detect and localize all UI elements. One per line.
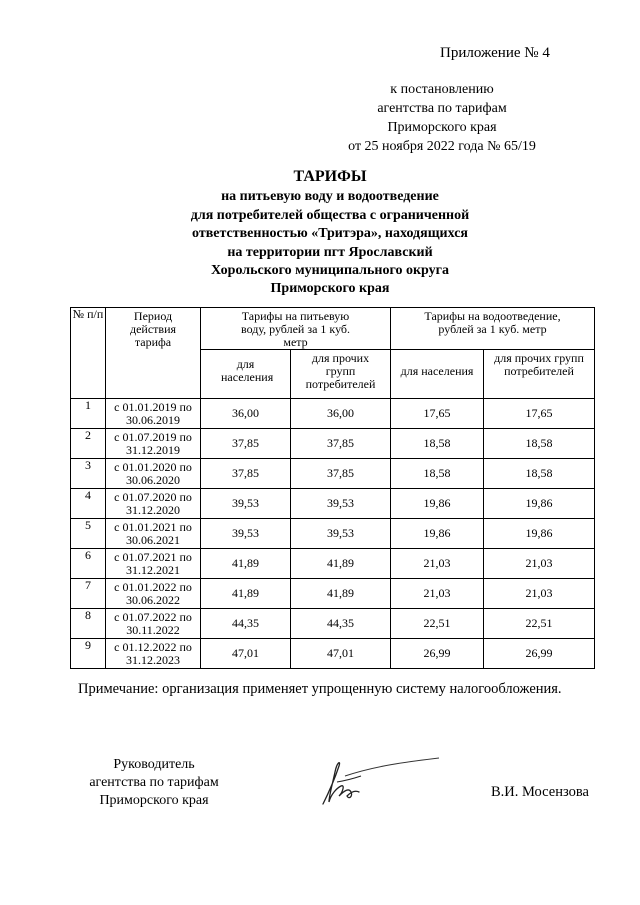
table-row <box>71 399 595 429</box>
sewage-other-value: 18,58 <box>484 459 595 489</box>
heading-line: ответственностью «Тритэра», находящихся <box>192 226 468 242</box>
sewage-population-value: 21,03 <box>391 549 484 579</box>
period-end: 30.11.2022 <box>126 622 180 637</box>
period-start: с 01.01.2021 по <box>114 519 192 534</box>
water-population-value: 37,85 <box>201 429 291 459</box>
row-period <box>106 579 201 609</box>
heading-line: на территории пгт Ярославский <box>227 244 433 260</box>
period-end: 31.12.2021 <box>126 562 180 577</box>
row-number: 7 <box>71 579 106 609</box>
row-number: 1 <box>71 399 106 429</box>
table-row <box>71 579 595 609</box>
signer-line: агентства по тарифам <box>89 775 219 790</box>
water-population-value: 47,01 <box>201 639 291 669</box>
sewage-population-value: 19,86 <box>391 489 484 519</box>
header-sewage: Тарифы на водоотведение, рублей за 1 куб. метр <box>391 308 595 350</box>
period-end: 30.06.2021 <box>126 532 180 547</box>
period-end: 31.12.2019 <box>126 442 180 457</box>
tariffs-table <box>70 307 595 669</box>
period-start: с 01.01.2020 по <box>114 459 192 474</box>
sewage-other-value: 21,03 <box>484 579 595 609</box>
sewage-population-value: 22,51 <box>391 609 484 639</box>
sewage-other-value: 26,99 <box>484 639 595 669</box>
heading-line: на питьевую воду и водоотведение <box>221 189 439 205</box>
period-start: с 01.12.2022 по <box>114 639 192 654</box>
water-population-value: 44,35 <box>201 609 291 639</box>
sewage-population-value: 18,58 <box>391 459 484 489</box>
period-start: с 01.07.2021 по <box>114 549 192 564</box>
heading-line: для потребителей общества с ограниченной <box>190 207 470 223</box>
sewage-other-value: 19,86 <box>484 489 595 519</box>
signer-name: В.И. Мосензова <box>491 784 589 800</box>
row-period <box>106 549 201 579</box>
sewage-other-value: 22,51 <box>484 609 595 639</box>
period-start: с 01.07.2019 по <box>114 429 192 444</box>
sewage-other-value: 21,03 <box>484 549 595 579</box>
sewage-population-value: 17,65 <box>391 399 484 429</box>
water-other-value: 39,53 <box>291 519 391 549</box>
sewage-population-value: 21,03 <box>391 579 484 609</box>
sewage-population-value: 18,58 <box>391 429 484 459</box>
appendix-ref-line: агентства по тарифам <box>377 101 507 116</box>
appendix-ref-line: к постановлению <box>390 82 494 97</box>
header-sewage-other: для прочих групп потребителей <box>484 350 595 399</box>
row-period <box>106 609 201 639</box>
table-row <box>71 609 595 639</box>
sewage-other-value: 18,58 <box>484 429 595 459</box>
row-period <box>106 399 201 429</box>
water-other-value: 39,53 <box>291 489 391 519</box>
signer-line: Приморского края <box>99 793 209 808</box>
appendix-title: Приложение № 4 <box>440 45 550 61</box>
row-period <box>106 519 201 549</box>
table-row <box>71 429 595 459</box>
sewage-other-value: 17,65 <box>484 399 595 429</box>
row-period <box>106 639 201 669</box>
document-heading <box>140 168 520 299</box>
row-period <box>106 489 201 519</box>
row-number: 6 <box>71 549 106 579</box>
period-start: с 01.01.2019 по <box>114 399 192 414</box>
period-end: 31.12.2023 <box>126 652 180 667</box>
heading-line: Приморского края <box>270 281 390 297</box>
water-population-value: 37,85 <box>201 459 291 489</box>
header-water-other: для прочих групп потребителей <box>291 350 391 399</box>
header-period: Период действия тарифа <box>106 308 201 399</box>
row-number: 5 <box>71 519 106 549</box>
period-end: 31.12.2020 <box>126 502 180 517</box>
note-text: Примечание: организация применяет упрощенную систему налогообложения. <box>78 681 562 697</box>
row-period <box>106 459 201 489</box>
water-population-value: 39,53 <box>201 519 291 549</box>
period-start: с 01.07.2022 по <box>114 609 192 624</box>
sewage-other-value: 19,86 <box>484 519 595 549</box>
water-population-value: 41,89 <box>201 579 291 609</box>
sewage-population-value: 26,99 <box>391 639 484 669</box>
row-number: 2 <box>71 429 106 459</box>
water-population-value: 41,89 <box>201 549 291 579</box>
water-other-value: 36,00 <box>291 399 391 429</box>
appendix-ref-line: от 25 ноября 2022 года № 65/19 <box>348 139 536 154</box>
row-number: 3 <box>71 459 106 489</box>
heading-line: Хорольского муниципального округа <box>211 263 449 279</box>
row-number: 8 <box>71 609 106 639</box>
period-start: с 01.01.2022 по <box>114 579 192 594</box>
water-other-value: 41,89 <box>291 579 391 609</box>
table-row <box>71 459 595 489</box>
period-end: 30.06.2022 <box>126 592 180 607</box>
row-number: 9 <box>71 639 106 669</box>
signer-line: Руководитель <box>113 757 195 772</box>
header-water: Тарифы на питьевую воду, рублей за 1 куб. метр <box>201 308 391 350</box>
table-row <box>71 549 595 579</box>
period-start: с 01.07.2020 по <box>114 489 192 504</box>
appendix-reference <box>292 80 592 156</box>
row-number: 4 <box>71 489 106 519</box>
water-other-value: 41,89 <box>291 549 391 579</box>
water-other-value: 37,85 <box>291 459 391 489</box>
water-other-value: 44,35 <box>291 609 391 639</box>
table-row <box>71 489 595 519</box>
header-num: № п/п <box>71 308 106 399</box>
period-end: 30.06.2019 <box>126 412 180 427</box>
water-population-value: 36,00 <box>201 399 291 429</box>
signature-icon <box>315 752 445 812</box>
signer-title <box>74 756 234 810</box>
table-row <box>71 639 595 669</box>
appendix-ref-line: Приморского края <box>387 120 497 135</box>
water-other-value: 47,01 <box>291 639 391 669</box>
header-water-population: для населения <box>201 350 291 399</box>
water-other-value: 37,85 <box>291 429 391 459</box>
period-end: 30.06.2020 <box>126 472 180 487</box>
header-sewage-population: для населения <box>391 350 484 399</box>
table-row <box>71 519 595 549</box>
row-period <box>106 429 201 459</box>
sewage-population-value: 19,86 <box>391 519 484 549</box>
water-population-value: 39,53 <box>201 489 291 519</box>
heading-main: ТАРИФЫ <box>293 168 367 185</box>
